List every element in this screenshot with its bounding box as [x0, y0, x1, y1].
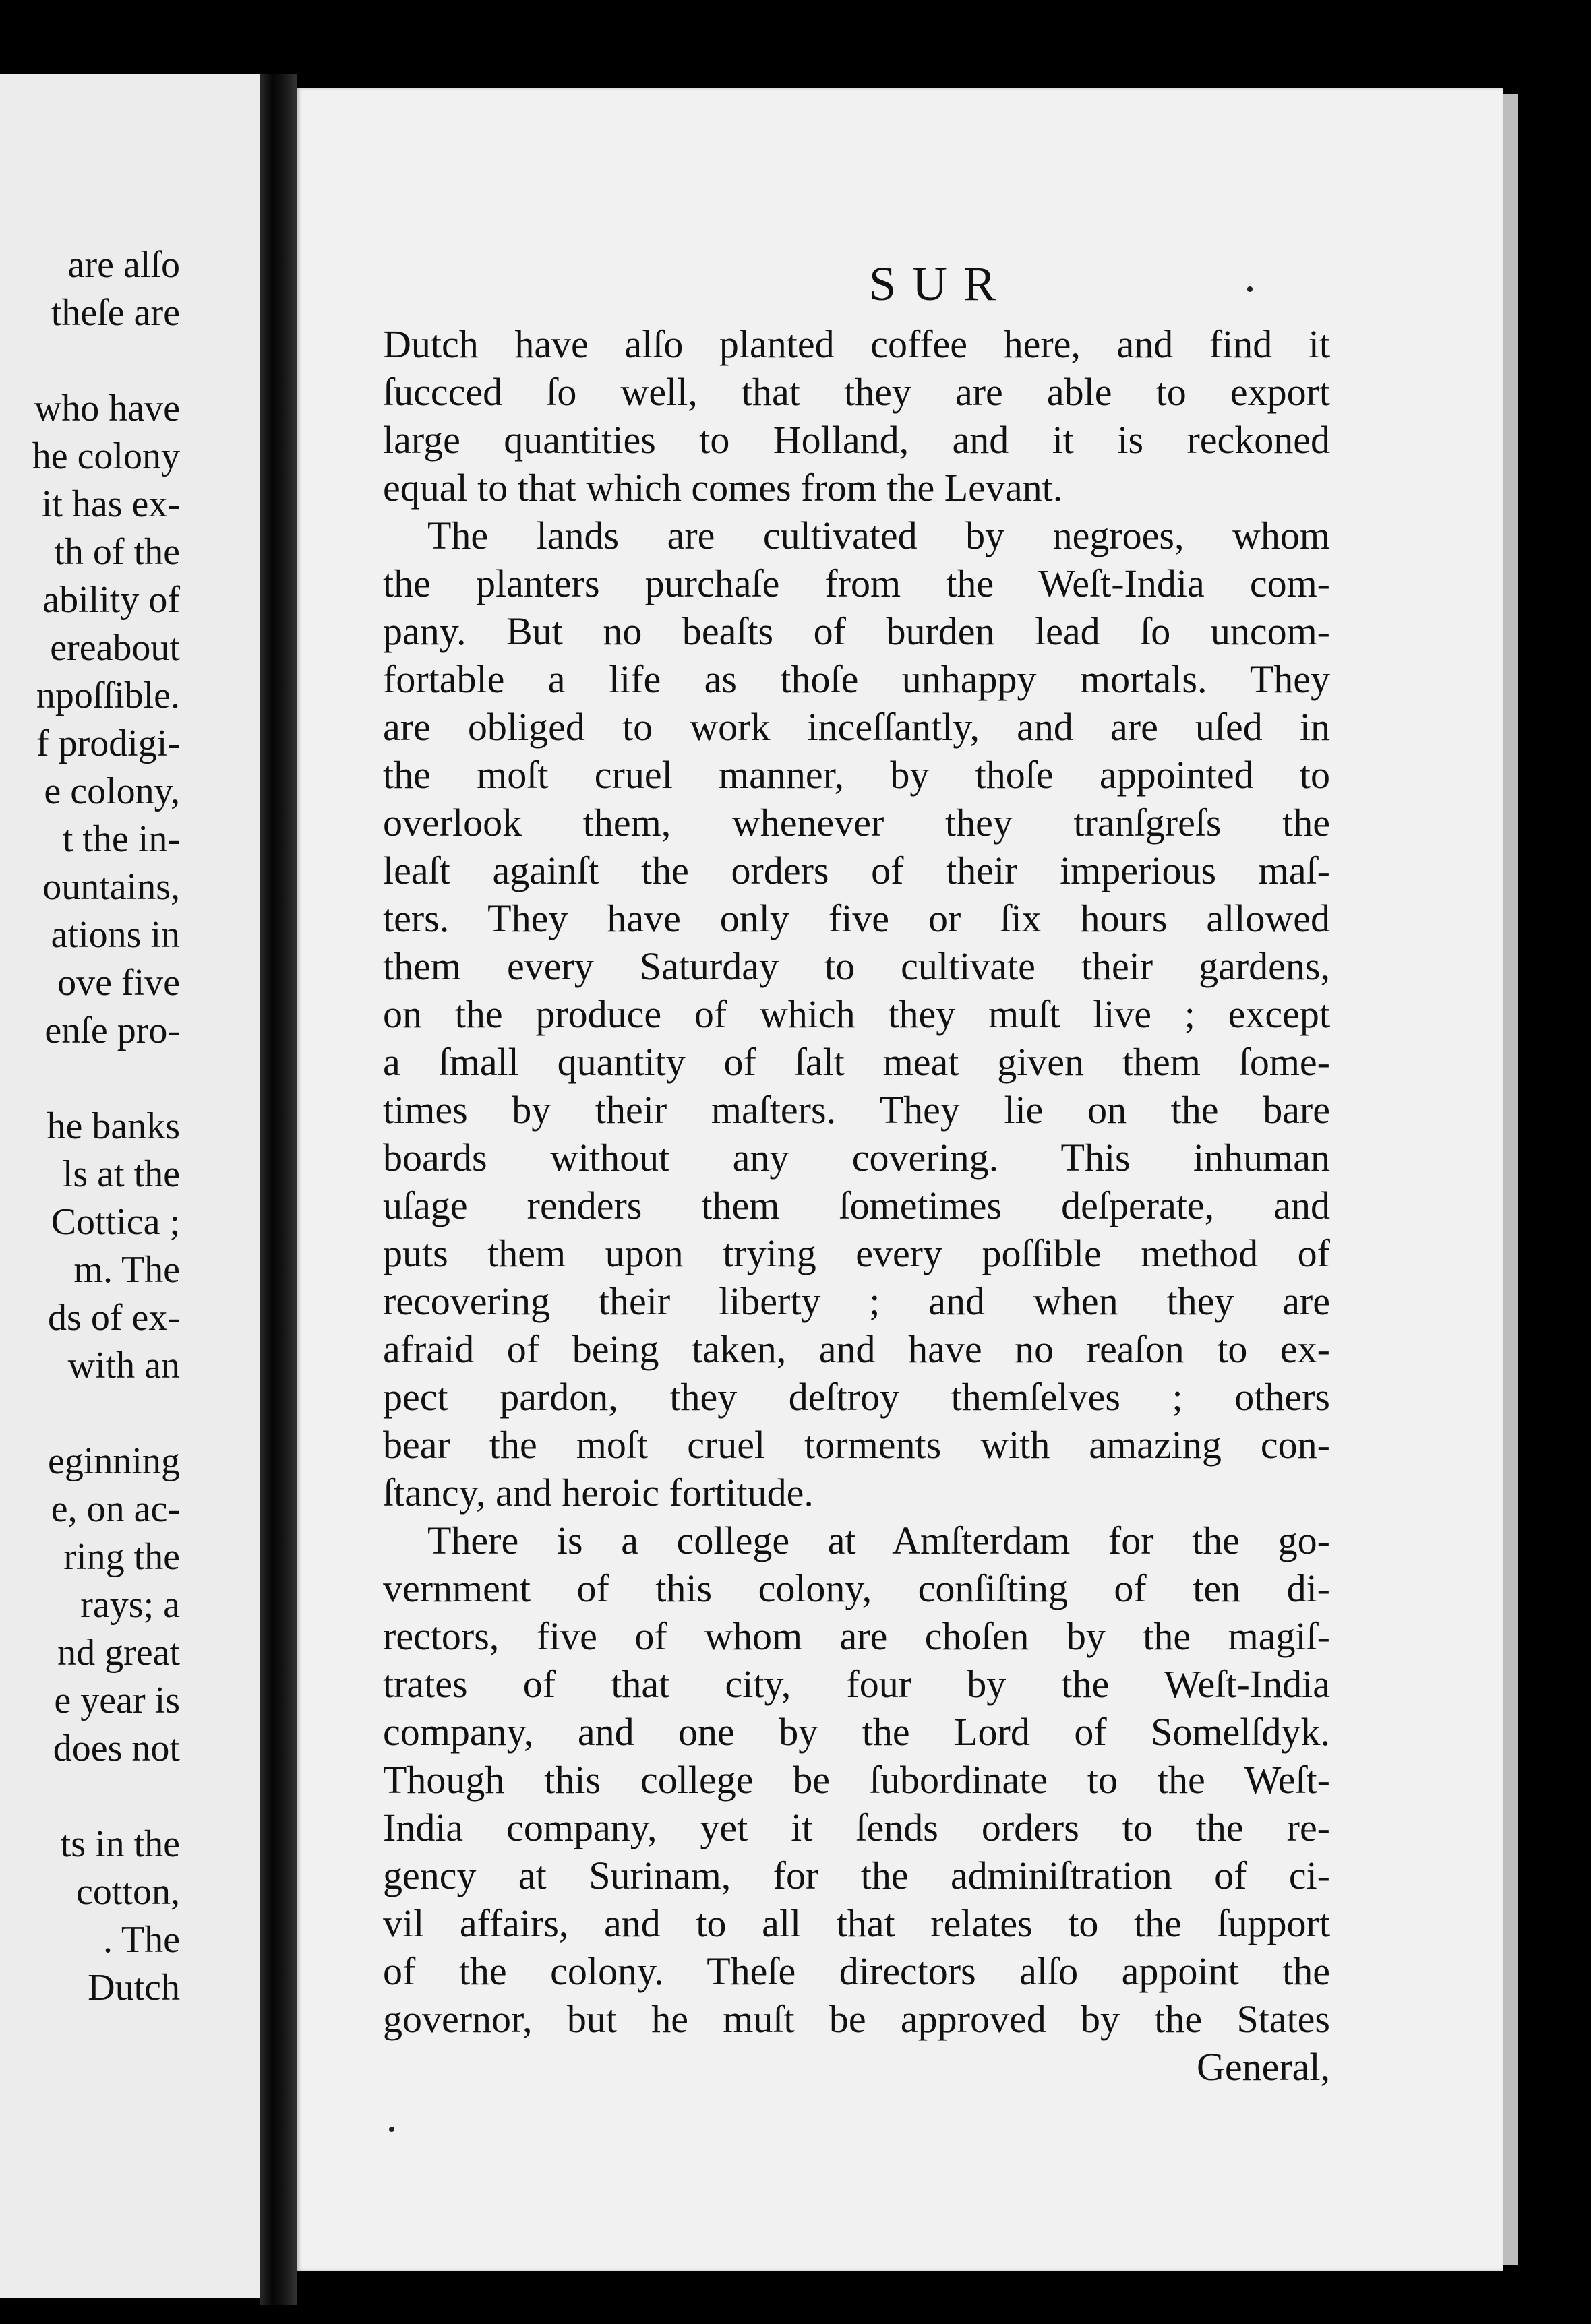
text-line: the moſt cruel manner, by thoſe appointed to	[383, 753, 1330, 797]
left-text-line: who have	[34, 388, 180, 429]
text-line: of the colony. Theſe directors alſo appoint the	[383, 1949, 1330, 1993]
text-line: rectors, five of whom are choſen by the magiſ-	[383, 1614, 1330, 1658]
text-line: company, and one by the Lord of Somelſdyk.	[383, 1710, 1330, 1754]
text-line: pect pardon, they deſtroy themſelves ; others	[383, 1375, 1330, 1419]
text-line: ſuccced ſo well, that they are able to export	[383, 370, 1330, 414]
left-text-line: he banks	[47, 1105, 180, 1147]
text-line: gency at Surinam, for the adminiſtration of ci-	[383, 1854, 1330, 1897]
text-line: equal to that which comes from the Levant.	[383, 466, 1063, 510]
left-text-line: theſe are	[51, 292, 180, 334]
text-line: them every Saturday to cultivate their gardens,	[383, 944, 1330, 988]
left-text-line: Cottica ;	[51, 1201, 180, 1243]
text-line: large quantities to Holland, and it is reckoned	[383, 418, 1330, 462]
left-text-line: enſe pro-	[44, 1010, 180, 1051]
body-text	[383, 320, 1330, 2091]
ink-speck	[1247, 286, 1253, 292]
book-gutter	[260, 74, 297, 2305]
left-text-line: are alſo	[67, 244, 180, 286]
left-text-line: . The	[102, 1919, 180, 1961]
left-text-line: does not	[53, 1727, 180, 1769]
left-text-line: ability of	[42, 579, 180, 621]
left-text-line: Dutch	[88, 1967, 180, 2009]
left-text-line: ountains,	[42, 866, 180, 908]
left-text-line: ereabout	[50, 627, 180, 669]
left-text-line: e colony,	[44, 770, 180, 812]
left-text-line: t the in-	[62, 818, 180, 860]
left-text-line: ds of ex-	[48, 1297, 180, 1339]
text-line: ters. They have only five or ſix hours allowed	[383, 896, 1330, 940]
text-line: trates of that city, four by the Weſt-India	[383, 1662, 1330, 1706]
text-line: pany. But no beaſts of burden lead ſo uncom-	[383, 609, 1330, 653]
text-line: Dutch have alſo planted coffee here, and find it	[383, 322, 1330, 366]
text-line: Though this college be ſubordinate to the Weſt-	[383, 1758, 1330, 1802]
left-text-line: f prodigi-	[36, 723, 180, 764]
text-line: ſtancy, and heroic fortitude.	[383, 1471, 814, 1515]
text-line: on the produce of which they muſt live ; except	[383, 992, 1330, 1036]
left-text-line: ring the	[63, 1536, 180, 1578]
left-text-line: m. The	[73, 1249, 180, 1291]
right-page	[297, 88, 1503, 2271]
left-text-line: ove five	[57, 962, 180, 1004]
ink-speck	[389, 2127, 394, 2132]
left-text-line: cotton,	[76, 1871, 180, 1913]
text-line: times by their maſters. They lie on the bare	[383, 1088, 1330, 1132]
left-text-line: with an	[67, 1345, 180, 1386]
left-page-fragment	[0, 74, 260, 2298]
text-line: uſage renders them ſometimes deſperate, and	[383, 1184, 1330, 1227]
text-line: vil affairs, and to all that relates to the ſupport	[383, 1901, 1330, 1945]
text-line: fortable a life as thoſe unhappy mortals. They	[383, 657, 1330, 701]
left-text-line: th of the	[54, 531, 180, 573]
left-text-line: nd great	[57, 1632, 180, 1674]
page-edge	[1503, 94, 1518, 2265]
text-line: boards without any covering. This inhuman	[383, 1136, 1330, 1180]
text-line: puts them upon trying every poſſible method of	[383, 1231, 1330, 1275]
text-line: the planters purchaſe from the Weſt-India com-	[383, 561, 1330, 605]
left-text-line: e year is	[54, 1680, 180, 1721]
text-line: General,	[1196, 2045, 1330, 2089]
text-line: There is a college at Amſterdam for the go-	[427, 1519, 1330, 1562]
text-line: governor, but he muſt be approved by the States	[383, 1997, 1330, 2041]
text-line: vernment of this colony, conſiſting of ten di-	[383, 1566, 1330, 1610]
left-text-line: rays; a	[80, 1584, 180, 1626]
left-text-line: eginning	[48, 1440, 180, 1482]
text-line: recovering their liberty ; and when they are	[383, 1279, 1330, 1323]
left-text-line: he colony	[32, 435, 180, 477]
left-text-line: e, on ac-	[51, 1488, 180, 1530]
running-head: SUR	[868, 257, 1013, 311]
text-line: India company, yet it ſends orders to the re-	[383, 1806, 1330, 1849]
left-text-line: ts in the	[60, 1823, 180, 1865]
text-line: afraid of being taken, and have no reaſon to ex-	[383, 1327, 1330, 1371]
left-text-line: ls at the	[62, 1153, 180, 1195]
left-text-line: npoſſible.	[36, 675, 180, 716]
text-line: leaſt againſt the orders of their imperious maſ-	[383, 849, 1330, 892]
text-line: overlook them, whenever they tranſgreſs the	[383, 801, 1330, 845]
text-line: The lands are cultivated by negroes, whom	[427, 514, 1330, 557]
text-line: are obliged to work inceſſantly, and are uſed in	[383, 705, 1330, 749]
left-text-line: it has ex-	[41, 483, 180, 525]
text-line: a ſmall quantity of ſalt meat given them ſome-	[383, 1040, 1330, 1084]
text-line: bear the moſt cruel torments with amazing con-	[383, 1423, 1330, 1467]
left-text-line: ations in	[51, 914, 180, 956]
